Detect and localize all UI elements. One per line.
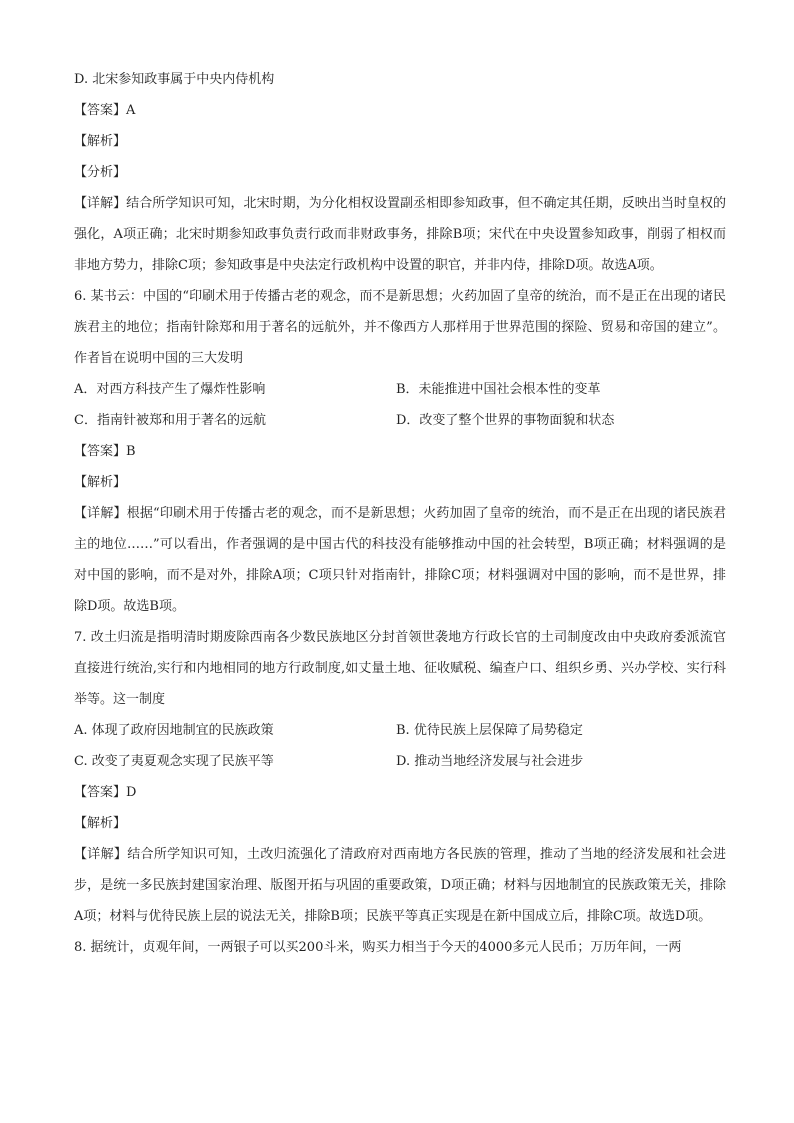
q6-option-b: B．未能推进中国社会根本性的变革 bbox=[396, 382, 601, 397]
q7-options-row-2 bbox=[74, 746, 726, 777]
q6-answer-line bbox=[74, 436, 726, 467]
detail-tag: 【详解】 bbox=[74, 506, 127, 521]
q5-option-d: D. 北宋参知政事属于中央内侍机构 bbox=[74, 72, 275, 87]
q7-answer-line bbox=[74, 777, 726, 808]
q5-answer-value: A bbox=[126, 103, 136, 118]
q7-answer-value: D bbox=[126, 785, 137, 800]
detail-tag: 【详解】 bbox=[74, 196, 127, 211]
q6-options-row-1 bbox=[74, 374, 726, 405]
q6-options-row-2 bbox=[74, 405, 726, 436]
q5-review-tag: 【分析】 bbox=[74, 165, 127, 180]
answer-tag: 【答案】 bbox=[74, 444, 127, 459]
q6-option-a: A．对西方科技产生了爆炸性影响 bbox=[74, 382, 266, 397]
q5-analysis-tag: 【解析】 bbox=[74, 134, 127, 149]
q6-analysis-tag: 【解析】 bbox=[74, 475, 127, 490]
detail-tag: 【详解】 bbox=[74, 847, 128, 862]
q7-detail-text: 结合所学知识可知，土改归流强化了清政府对西南地方各民族的管理，推动了当地的经济发展和社会进步，是统一多民族封建国家治理、版图开拓与巩固的重要政策，D项正确；材料与因地制宜的民族政策无关，排除A项；材料与优待民族上层的说法无关，排除B项；民族平等真正实现是在新中国成立后，排除C项。故选D项。 bbox=[74, 847, 726, 924]
q6-option-d: D．改变了整个世界的事物面貌和状态 bbox=[396, 413, 615, 428]
q7-analysis-tag: 【解析】 bbox=[74, 816, 127, 831]
q6-answer-value: B bbox=[126, 444, 136, 459]
q7-detail bbox=[74, 839, 726, 932]
q6-stem: 6. 某书云：中国的“印刷术用于传播古老的观念，而不是新思想；火药加固了皇帝的统治，而不是正在出现的诸民族君主的地位；指南针除郑和用于著名的远航外，并不像西方人那样用于世界范围的探险、贸易和帝国的建立”。作者旨在说明中国的三大发明 bbox=[74, 289, 726, 366]
q7-option-a: A. 体现了政府因地制宜的民族政策 bbox=[74, 723, 274, 738]
q5-detail bbox=[74, 188, 726, 281]
q6-detail-text: 根据“印刷术用于传播古老的观念，而不是新思想；火药加固了皇帝的统治，而不是正在出现的诸民族君主的地位……”可以看出，作者强调的是中国古代的科技没有能够推动中国的社会转型，B项正确；材料强调的是对中国的影响，而不是对外，排除A项；C项只针对指南针，排除C项；材料强调对中国的影响，而不是世界，排除D项。故选B项。 bbox=[74, 506, 726, 614]
q7-options-row-1 bbox=[74, 715, 726, 746]
q5-detail-text: 结合所学知识可知，北宋时期，为分化相权设置副丞相即参知政事，但不确定其任期，反映出当时皇权的强化，A项正确；北宋时期参知政事负责行政而非财政事务，排除B项；宋代在中央设置参知政事，削弱了相权而非地方势力，排除C项；参知政事是中央法定行政机构中设置的职官，并非内侍，排除D项。故选A项。 bbox=[74, 196, 726, 273]
answer-tag: 【答案】 bbox=[74, 785, 127, 800]
q6-option-c: C．指南针被郑和用于著名的远航 bbox=[74, 413, 266, 428]
q7-option-b: B. 优待民族上层保障了局势稳定 bbox=[396, 723, 583, 738]
q5-answer-line bbox=[74, 95, 726, 126]
answer-tag: 【答案】 bbox=[74, 103, 127, 118]
q8-stem: 8. 据统计，贞观年间，一两银子可以买200斗米，购买力相当于今天的4000多元人民币；万历年间，一两 bbox=[74, 940, 682, 955]
q6-detail bbox=[74, 498, 726, 622]
document-content bbox=[74, 64, 726, 963]
q7-option-d: D. 推动当地经济发展与社会进步 bbox=[396, 754, 584, 769]
q7-option-c: C. 改变了夷夏观念实现了民族平等 bbox=[74, 754, 274, 769]
q7-stem: 7. 改土归流是指明清时期废除西南各少数民族地区分封首领世袭地方行政长官的土司制度改由中央政府委派流官直接进行统治,实行和内地相同的地方行政制度,如丈量土地、征收赋税、编查户口、组织乡勇、兴办学校、实行科举等。这一制度 bbox=[74, 630, 726, 707]
